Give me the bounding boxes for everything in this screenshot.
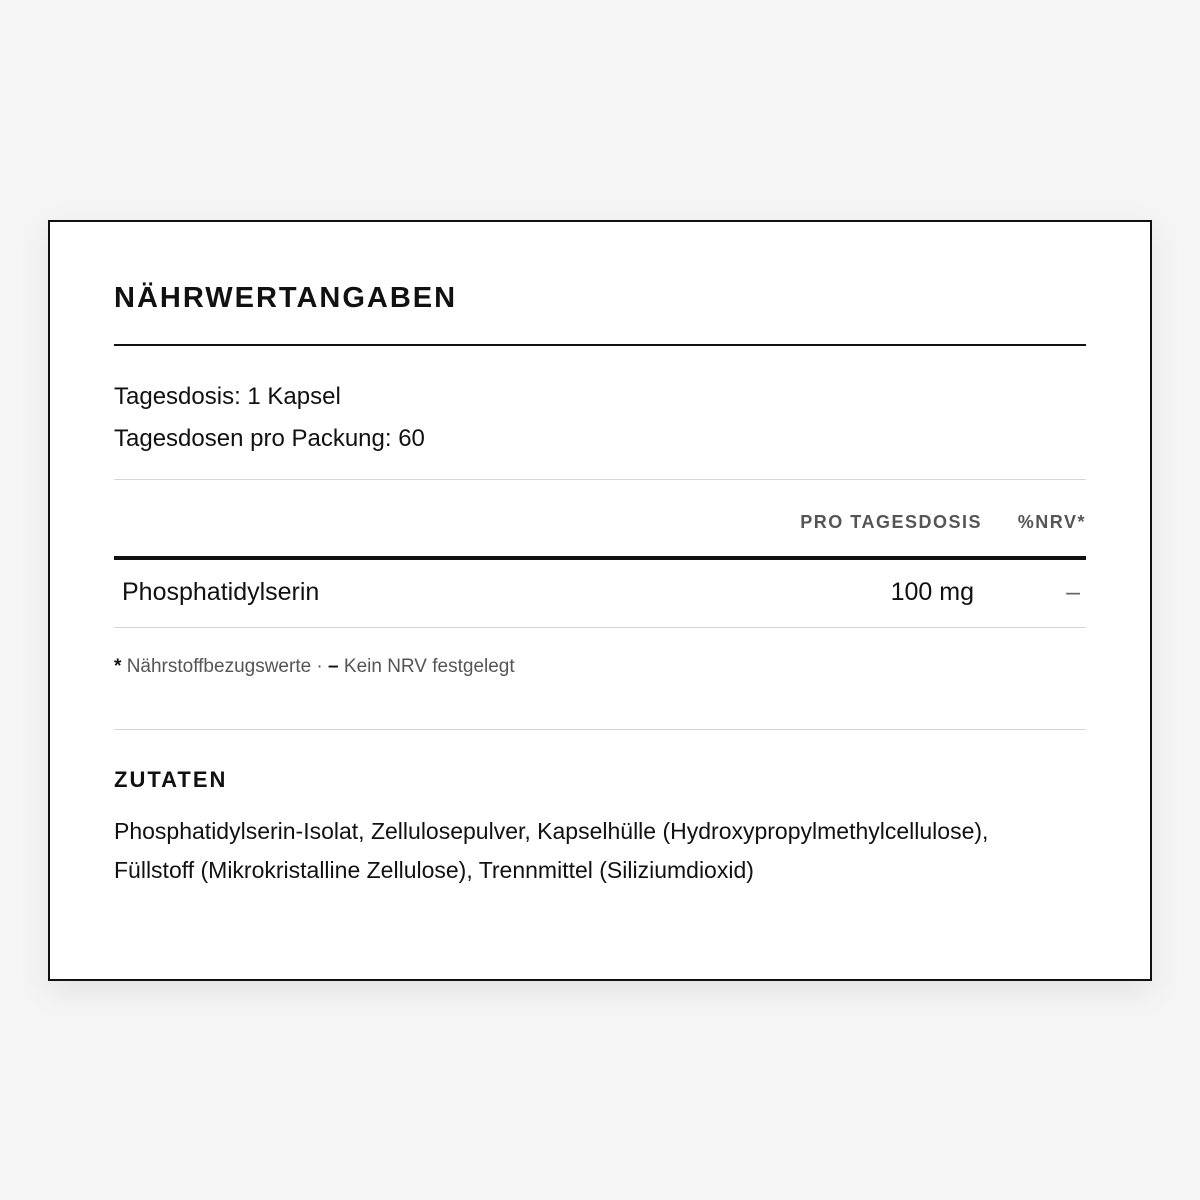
servings-per-pack: Tagesdosen pro Packung: 60 (114, 425, 425, 452)
nutrient-name: Phosphatidylserin (122, 578, 320, 606)
nutrient-nrv: – (1066, 578, 1080, 606)
nutrition-title: NÄHRWERTANGABEN (114, 282, 458, 314)
serving-dose: Tagesdosis: 1 Kapsel (114, 383, 341, 410)
table-header-divider (114, 556, 1086, 560)
row-divider (114, 627, 1086, 628)
serving-divider (114, 479, 1086, 480)
title-divider (114, 344, 1086, 346)
nutrition-card (48, 220, 1152, 981)
footnote (114, 656, 1086, 678)
ingredients-divider (114, 729, 1086, 730)
footnote-star: * (114, 656, 122, 677)
serving-info (114, 376, 1086, 460)
footnote-star-text: Nährstoffbezugswerte · (126, 656, 323, 677)
ingredients-title: ZUTATEN (114, 767, 228, 792)
footnote-dash: – (328, 656, 339, 677)
ingredients-text: Phosphatidylserin-Isolat, Zellulosepulver, Kapselhülle (Hydroxypropylmethylcellulose), Füllstoff (Mikrokristalline Zellulose), Trennmittel (Siliziumdioxid) (114, 818, 989, 883)
nutrient-amount: 100 mg (890, 578, 974, 606)
column-header-per-dose: PRO TAGESDOSIS (800, 512, 982, 532)
column-header-nrv: %NRV* (1017, 512, 1086, 532)
footnote-dash-text: Kein NRV festgelegt (343, 656, 515, 677)
